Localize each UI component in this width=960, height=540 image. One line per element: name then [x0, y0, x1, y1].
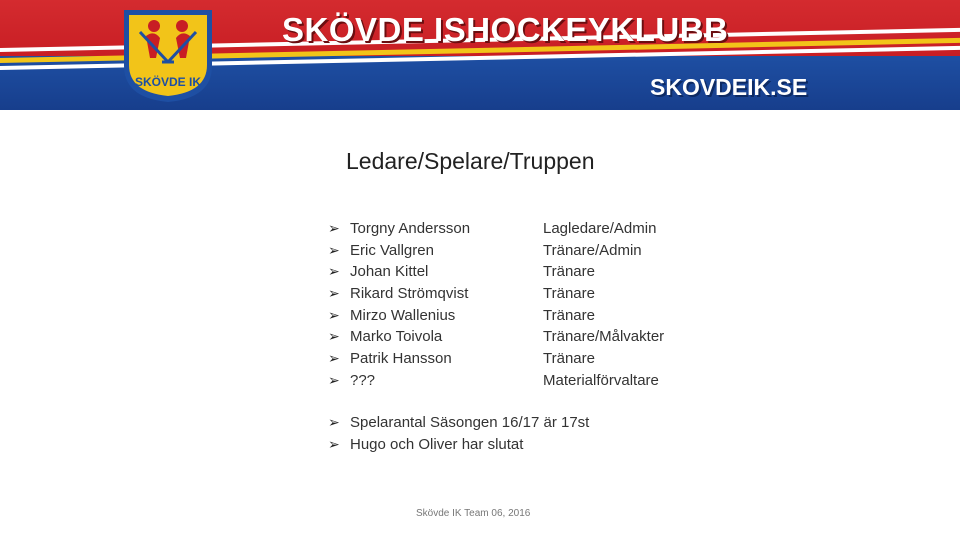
person-name: ???: [350, 371, 376, 389]
arrow-bullet-icon: ➢: [328, 221, 340, 237]
logo-text: SKÖVDE IK: [134, 75, 202, 89]
person-name: Torgny Andersson: [350, 220, 471, 237]
arrow-bullet-icon: ➢: [328, 286, 340, 303]
arrow-bullet-icon: ➢: [328, 351, 340, 368]
note-text: Hugo och Oliver har slutat: [350, 436, 524, 453]
slide-footer: Skövde IK Team 06, 2016: [416, 508, 531, 519]
person-role: Tränare: [543, 285, 595, 303]
person-role: Lagledare/Admin: [543, 220, 657, 237]
person-name: Marko Toivola: [350, 328, 443, 346]
person-role: Tränare/Målvakter: [543, 328, 665, 346]
person-name: Rikard Strömqvist: [350, 285, 469, 303]
slide-title: Ledare/Spelare/Truppen: [346, 148, 595, 174]
arrow-bullet-icon: ➢: [328, 415, 340, 431]
website-text: SKOVDEIK.SE: [650, 74, 808, 100]
person-name: Patrik Hansson: [350, 350, 452, 368]
club-name: SKÖVDE ISHOCKEYKLUBB: [282, 11, 729, 48]
arrow-bullet-icon: ➢: [328, 372, 340, 389]
person-role: Materialförvaltare: [543, 371, 659, 389]
arrow-bullet-icon: ➢: [328, 242, 340, 259]
person-role: Tränare: [543, 350, 595, 368]
person-name: Mirzo Wallenius: [350, 306, 456, 324]
note-text: Spelarantal Säsongen 16/17 är 17st: [350, 414, 590, 431]
person-role: Tränare: [543, 306, 595, 324]
arrow-bullet-icon: ➢: [328, 307, 340, 324]
arrow-bullet-icon: ➢: [328, 329, 340, 346]
person-role: Tränare/Admin: [543, 241, 642, 259]
person-name: Johan Kittel: [350, 263, 429, 281]
header-banner: [0, 0, 960, 110]
arrow-bullet-icon: ➢: [328, 264, 340, 281]
person-name: Eric Vallgren: [350, 241, 434, 259]
club-logo: [120, 6, 216, 104]
arrow-bullet-icon: ➢: [328, 437, 340, 453]
person-role: Tränare: [543, 263, 595, 281]
